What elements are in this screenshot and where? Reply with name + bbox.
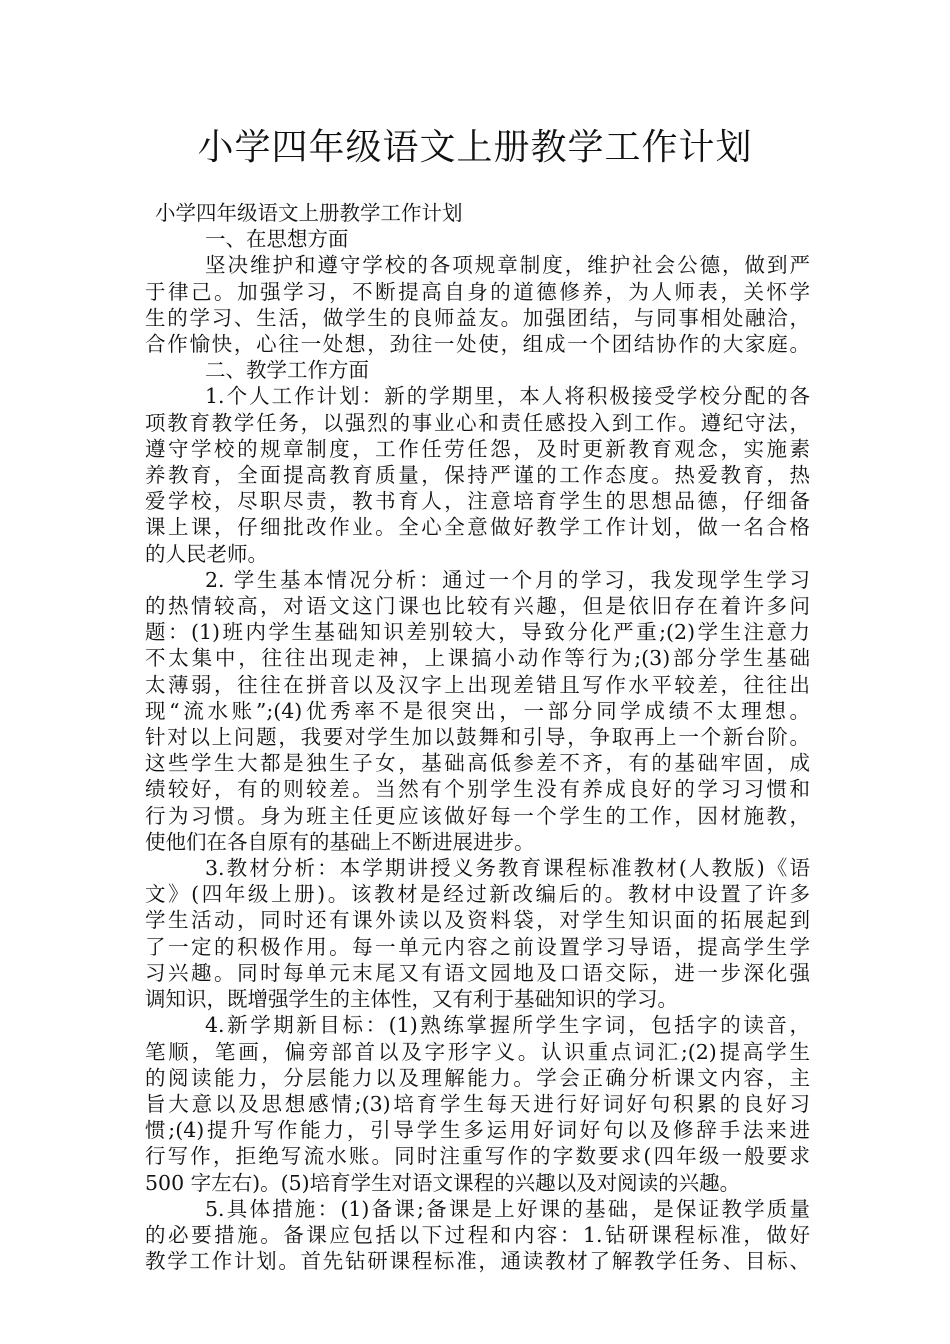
paragraph-line: 遵守学校的规章制度，工作任劳任怨，及时更新教育观念，实施素 [145,436,810,461]
paragraph-line: 生的学习、生活，做学生的良师益友。加强团结，与同事相处融洽， [145,305,810,330]
paragraph-line: 的人民老师。 [145,541,268,566]
paragraph-line: 旨大意以及思想感情;(3)培育学生每天进行好词好句积累的良好习 [145,1091,810,1116]
document-title: 小学四年级语文上册教学工作计划 [197,127,753,168]
paragraph-line: 爱学校，尽职尽责，教书育人，注意培育学生的思想品德，仔细备 [145,489,810,514]
paragraph-line: 于律己。加强学习，不断提高自身的道德修养，为人师表，关怀学 [145,279,810,304]
paragraph-line: 使他们在各自原有的基础上不断进展进步。 [145,829,535,854]
paragraph-line: 行写作，拒绝写流水账。同时注重写作的字数要求(四年级一般要求 [145,1144,810,1169]
paragraph-line: 针对以上问题，我要对学生加以鼓舞和引导，争取再上一个新台阶。 [145,725,810,750]
paragraph-line: 现“流水账”;(4)优秀率不是很突出，一部分同学成绩不太理想。 [145,698,810,723]
paragraph-line: 不太集中，往往出现走神，上课搞小动作等行为;(3)部分学生基础 [145,646,810,671]
paragraph-line: 项教育教学任务，以强烈的事业心和责任感投入到工作。遵纪守法， [145,410,810,435]
paragraph-line: 行为习惯。身为班主任更应该做好每一个学生的工作，因材施教， [145,803,810,828]
paragraph-line: 题：(1)班内学生基础知识差别较大，导致分化严重;(2)学生注意力 [145,620,810,645]
paragraph-line: 调知识，既增强学生的主体性，又有利于基础知识的学习。 [145,987,678,1012]
paragraph-line: 课上课，仔细批改作业。全心全意做好教学工作计划，做一名合格 [145,515,810,540]
section-heading-thought: 一、在思想方面 [205,227,349,252]
paragraph-line: 教学工作计划。首先钻研课程标准，通读教材了解教学任务、目标、 [145,1249,810,1274]
paragraph-line: 文》(四年级上册)。该教材是经过新改编后的。教材中设置了许多 [145,882,810,907]
paragraph-line: 这些学生大都是独生子女，基础高低参差不齐，有的基础牢固，成 [145,751,810,776]
paragraph-line: 绩较好，有的则较差。当然有个别学生没有养成良好的学习习惯和 [145,777,810,802]
paragraph-line: 笔顺，笔画，偏旁部首以及字形字义。认识重点词汇;(2)提高学生 [145,1039,810,1064]
paragraph-line: 5.具体措施：(1)备课;备课是上好课的基础，是保证教学质量 [205,1196,810,1221]
paragraph-line: 合作愉快，心往一处想，劲往一处使，组成一个团结协作的大家庭。 [145,332,810,357]
paragraph-line: 太薄弱，往往在拼音以及汉字上出现差错且写作水平较差，往往出 [145,672,810,697]
document-body [145,200,810,1274]
document-subtitle-line: 小学四年级语文上册教学工作计划 [155,201,463,225]
paragraph-line: 习兴趣。同时每单元末尾又有语文园地及口语交际，进一步深化强 [145,960,810,985]
paragraph-line: 的阅读能力，分层能力以及理解能力。学会正确分析课文内容，主 [145,1065,810,1090]
paragraph-line: 2. 学生基本情况分析：通过一个月的学习，我发现学生学习 [205,567,810,592]
paragraph-line: 4.新学期新目标：(1)熟练掌握所学生字词，包括字的读音， [205,1013,810,1038]
paragraph-line: 的必要措施。备课应包括以下过程和内容：1.钻研课程标准，做好 [145,1222,810,1247]
paragraph-line: 1.个人工作计划：新的学期里，本人将积极接受学校分配的各 [205,384,810,409]
paragraph-line: 坚决维护和遵守学校的各项规章制度，维护社会公德，做到严 [205,253,810,278]
section-heading-teaching: 二、教学工作方面 [205,358,369,383]
paragraph-line: 了一定的积极作用。每一单元内容之前设置学习导语，提高学生学 [145,934,810,959]
paragraph-line: 3.教材分析：本学期讲授义务教育课程标准教材(人教版)《语 [205,856,810,881]
paragraph-line: 的热情较高，对语文这门课也比较有兴趣，但是依旧存在着许多问 [145,594,810,619]
paragraph-line: 学生活动，同时还有课外读以及资料袋，对学生知识面的拓展起到 [145,908,810,933]
paragraph-line: 养教育，全面提高教育质量，保持严谨的工作态度。热爱教育，热 [145,463,810,488]
paragraph-line: 500 字左右)。(5)培育学生对语文课程的兴趣以及对阅读的兴趣。 [145,1170,741,1195]
paragraph-line: 惯;(4)提升写作能力，引导学生多运用好词好句以及修辞手法来进 [145,1118,810,1143]
